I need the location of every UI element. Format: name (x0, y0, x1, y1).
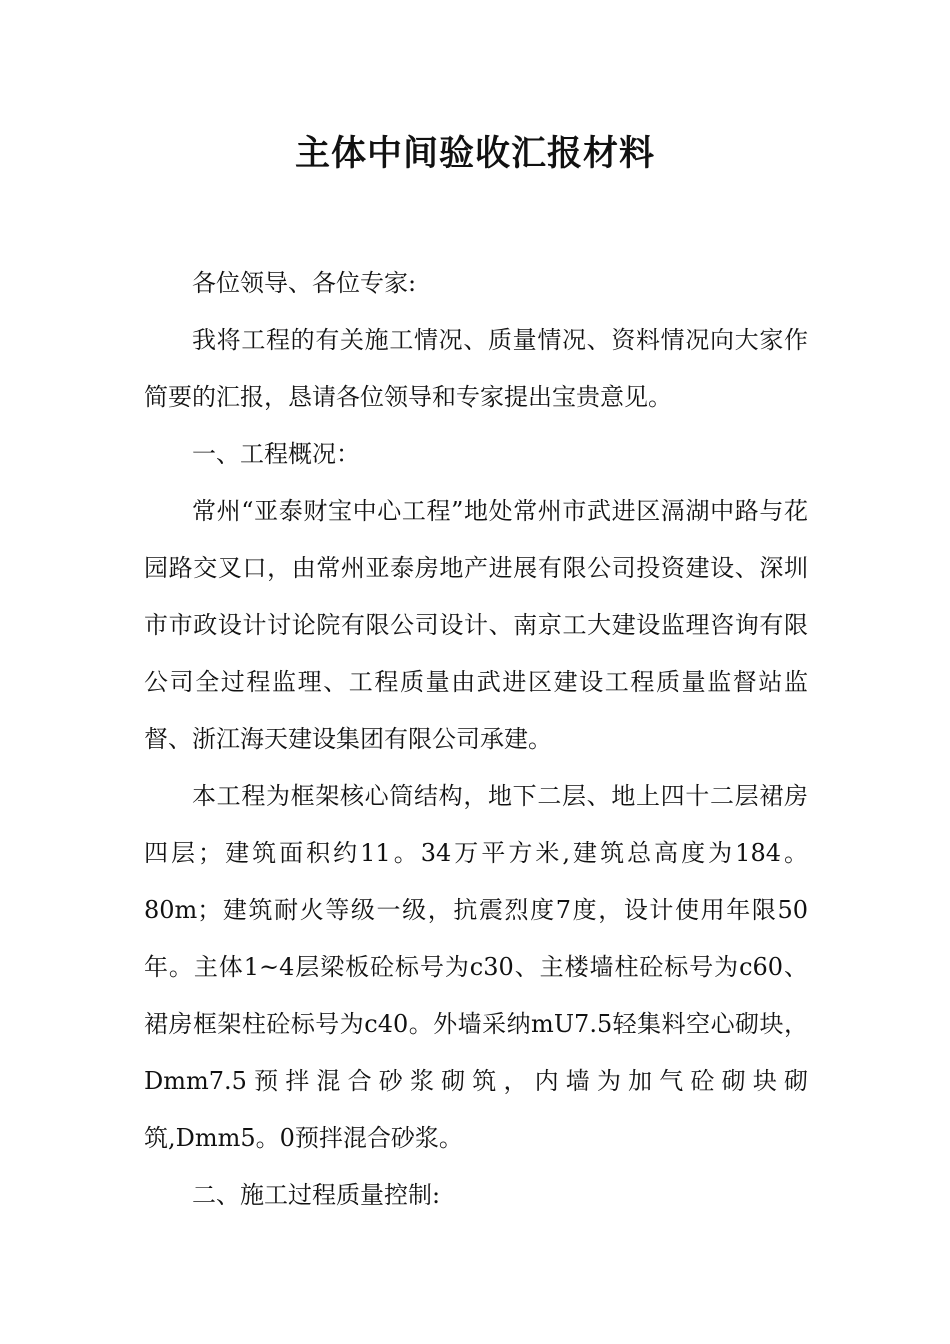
project-location-paragraph: 常州“亚泰财宝中心工程”地处常州市武进区滆湖中路与花园路交叉口，由常州亚泰房地产进展有限公司投资建设、深圳市市政设计讨论院有限公司设计、南京工大建设监理咨询有限公司全过程监理、工程质量由武进区建设工程质量监督站监督、浙江海天建设集团有限公司承建。 (144, 497, 808, 753)
document-title: 主体中间验收汇报材料 (294, 134, 655, 174)
intro-paragraph: 我将工程的有关施工情况、质量情况、资料情况向大家作简要的汇报，恳请各位领导和专家提出宝贵意见。 (144, 326, 808, 411)
salutation-paragraph: 各位领导、各位专家: (192, 269, 417, 297)
document-body (144, 255, 808, 1224)
section-heading-overview: 一、工程概况： (192, 440, 360, 468)
section-heading-quality-control: 二、施工过程质量控制: (192, 1181, 441, 1209)
project-structure-paragraph: 本工程为框架核心筒结构，地下二层、地上四十二层裙房四层；建筑面积约11。34万平方米,建筑总高度为184。80m；建筑耐火等级一级，抗震烈度7度，设计使用年限50年。主体1~4层梁板砼标号为c30、主楼墙柱砼标号为c60、裙房框架柱砼标号为c40。外墙采纳mU7.5轻集料空心砌块，Dmm7.5预拌混合砂浆砌筑，内墙为加气砼砌块砌筑,Dmm5。0预拌混合砂浆。 (144, 782, 808, 1152)
